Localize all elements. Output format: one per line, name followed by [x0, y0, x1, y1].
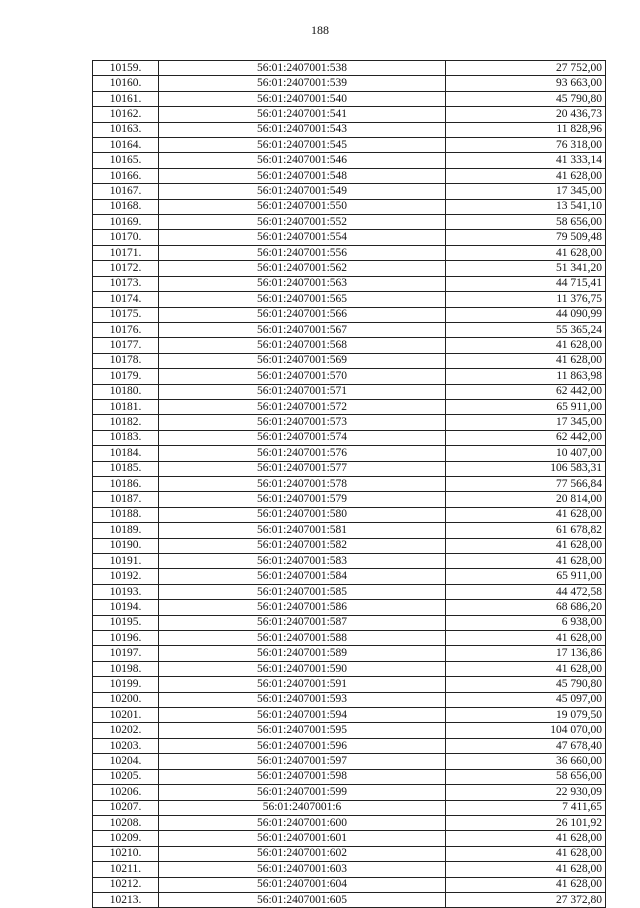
row-number-cell: 10188. — [93, 507, 159, 522]
cadastral-number-cell: 56:01:2407001:571 — [159, 384, 446, 399]
cadastral-number-cell: 56:01:2407001:550 — [159, 199, 446, 214]
table-row — [93, 723, 606, 738]
table-row — [93, 61, 606, 76]
cadastral-value-cell: 26 101,92 — [446, 815, 606, 830]
row-number-cell: 10210. — [93, 846, 159, 861]
row-number-cell: 10198. — [93, 661, 159, 676]
cadastral-number-cell: 56:01:2407001:552 — [159, 215, 446, 230]
cadastral-value-cell: 19 079,50 — [446, 708, 606, 723]
cadastral-value-cell: 41 628,00 — [446, 846, 606, 861]
cadastral-value-cell: 58 656,00 — [446, 215, 606, 230]
cadastral-number-cell: 56:01:2407001:586 — [159, 600, 446, 615]
row-number-cell: 10197. — [93, 646, 159, 661]
cadastral-number-cell: 56:01:2407001:565 — [159, 292, 446, 307]
row-number-cell: 10175. — [93, 307, 159, 322]
cadastral-number-cell: 56:01:2407001:579 — [159, 492, 446, 507]
cadastral-number-cell: 56:01:2407001:578 — [159, 476, 446, 491]
table-row — [93, 492, 606, 507]
cadastral-number-cell: 56:01:2407001:603 — [159, 862, 446, 877]
cadastral-value-table — [92, 60, 606, 908]
cadastral-value-cell: 45 097,00 — [446, 692, 606, 707]
cadastral-number-cell: 56:01:2407001:569 — [159, 353, 446, 368]
table-row — [93, 846, 606, 861]
cadastral-value-cell: 93 663,00 — [446, 76, 606, 91]
cadastral-number-cell: 56:01:2407001:598 — [159, 769, 446, 784]
table-row — [93, 877, 606, 892]
table-row — [93, 800, 606, 815]
row-number-cell: 10170. — [93, 230, 159, 245]
table-row — [93, 523, 606, 538]
row-number-cell: 10169. — [93, 215, 159, 230]
cadastral-value-cell: 11 828,96 — [446, 122, 606, 137]
row-number-cell: 10193. — [93, 584, 159, 599]
table-row — [93, 785, 606, 800]
cadastral-number-cell: 56:01:2407001:597 — [159, 754, 446, 769]
table-row — [93, 538, 606, 553]
cadastral-value-cell: 58 656,00 — [446, 769, 606, 784]
cadastral-number-cell: 56:01:2407001:568 — [159, 338, 446, 353]
row-number-cell: 10176. — [93, 322, 159, 337]
cadastral-value-cell: 62 442,00 — [446, 384, 606, 399]
table-row — [93, 276, 606, 291]
cadastral-value-cell: 76 318,00 — [446, 138, 606, 153]
cadastral-value-cell: 6 938,00 — [446, 615, 606, 630]
cadastral-value-cell: 44 090,99 — [446, 307, 606, 322]
row-number-cell: 10192. — [93, 569, 159, 584]
cadastral-value-cell: 51 341,20 — [446, 261, 606, 276]
cadastral-value-cell: 61 678,82 — [446, 523, 606, 538]
cadastral-value-cell: 41 333,14 — [446, 153, 606, 168]
cadastral-number-cell: 56:01:2407001:543 — [159, 122, 446, 137]
cadastral-number-cell: 56:01:2407001:593 — [159, 692, 446, 707]
table-row — [93, 862, 606, 877]
cadastral-number-cell: 56:01:2407001:541 — [159, 107, 446, 122]
row-number-cell: 10172. — [93, 261, 159, 276]
table-row — [93, 815, 606, 830]
table-row — [93, 245, 606, 260]
cadastral-number-cell: 56:01:2407001:595 — [159, 723, 446, 738]
cadastral-number-cell: 56:01:2407001:573 — [159, 415, 446, 430]
row-number-cell: 10201. — [93, 708, 159, 723]
row-number-cell: 10161. — [93, 91, 159, 106]
cadastral-value-cell: 77 566,84 — [446, 476, 606, 491]
cadastral-number-cell: 56:01:2407001:580 — [159, 507, 446, 522]
table-row — [93, 184, 606, 199]
table-row — [93, 322, 606, 337]
row-number-cell: 10168. — [93, 199, 159, 214]
row-number-cell: 10164. — [93, 138, 159, 153]
page-number: 188 — [311, 23, 329, 37]
table-body — [93, 61, 606, 908]
cadastral-value-cell: 41 628,00 — [446, 631, 606, 646]
table-row — [93, 215, 606, 230]
row-number-cell: 10171. — [93, 245, 159, 260]
row-number-cell: 10213. — [93, 892, 159, 907]
table-row — [93, 569, 606, 584]
cadastral-number-cell: 56:01:2407001:570 — [159, 369, 446, 384]
row-number-cell: 10203. — [93, 738, 159, 753]
cadastral-value-cell: 17 136,86 — [446, 646, 606, 661]
table-row — [93, 584, 606, 599]
row-number-cell: 10185. — [93, 461, 159, 476]
cadastral-value-cell: 22 930,09 — [446, 785, 606, 800]
cadastral-value-cell: 41 628,00 — [446, 168, 606, 183]
cadastral-number-cell: 56:01:2407001:574 — [159, 430, 446, 445]
cadastral-number-cell: 56:01:2407001:599 — [159, 785, 446, 800]
row-number-cell: 10178. — [93, 353, 159, 368]
cadastral-value-cell: 79 509,48 — [446, 230, 606, 245]
row-number-cell: 10196. — [93, 631, 159, 646]
row-number-cell: 10211. — [93, 862, 159, 877]
cadastral-value-cell: 41 628,00 — [446, 353, 606, 368]
cadastral-number-cell: 56:01:2407001:582 — [159, 538, 446, 553]
row-number-cell: 10199. — [93, 677, 159, 692]
table-row — [93, 476, 606, 491]
row-number-cell: 10180. — [93, 384, 159, 399]
table-row — [93, 631, 606, 646]
cadastral-value-cell: 44 472,58 — [446, 584, 606, 599]
cadastral-value-cell: 11 863,98 — [446, 369, 606, 384]
cadastral-value-cell: 41 628,00 — [446, 554, 606, 569]
table-row — [93, 307, 606, 322]
cadastral-value-cell: 20 814,00 — [446, 492, 606, 507]
cadastral-value-cell: 65 911,00 — [446, 399, 606, 414]
table-row — [93, 430, 606, 445]
row-number-cell: 10200. — [93, 692, 159, 707]
cadastral-value-cell: 36 660,00 — [446, 754, 606, 769]
cadastral-number-cell: 56:01:2407001:602 — [159, 846, 446, 861]
table-row — [93, 708, 606, 723]
cadastral-number-cell: 56:01:2407001:588 — [159, 631, 446, 646]
cadastral-value-cell: 41 628,00 — [446, 245, 606, 260]
cadastral-value-cell: 41 628,00 — [446, 338, 606, 353]
row-number-cell: 10167. — [93, 184, 159, 199]
row-number-cell: 10187. — [93, 492, 159, 507]
cadastral-value-cell: 104 070,00 — [446, 723, 606, 738]
table-row — [93, 153, 606, 168]
table-row — [93, 831, 606, 846]
table-row — [93, 446, 606, 461]
cadastral-number-cell: 56:01:2407001:546 — [159, 153, 446, 168]
row-number-cell: 10207. — [93, 800, 159, 815]
table-row — [93, 399, 606, 414]
cadastral-number-cell: 56:01:2407001:589 — [159, 646, 446, 661]
row-number-cell: 10208. — [93, 815, 159, 830]
table-row — [93, 461, 606, 476]
row-number-cell: 10190. — [93, 538, 159, 553]
cadastral-number-cell: 56:01:2407001:6 — [159, 800, 446, 815]
row-number-cell: 10160. — [93, 76, 159, 91]
row-number-cell: 10166. — [93, 168, 159, 183]
row-number-cell: 10194. — [93, 600, 159, 615]
cadastral-number-cell: 56:01:2407001:576 — [159, 446, 446, 461]
row-number-cell: 10181. — [93, 399, 159, 414]
cadastral-value-cell: 41 628,00 — [446, 661, 606, 676]
cadastral-value-cell: 41 628,00 — [446, 507, 606, 522]
table-row — [93, 199, 606, 214]
cadastral-value-cell: 11 376,75 — [446, 292, 606, 307]
cadastral-number-cell: 56:01:2407001:584 — [159, 569, 446, 584]
table-row — [93, 107, 606, 122]
table-row — [93, 754, 606, 769]
table-row — [93, 415, 606, 430]
cadastral-value-cell: 47 678,40 — [446, 738, 606, 753]
cadastral-number-cell: 56:01:2407001:540 — [159, 91, 446, 106]
cadastral-value-cell: 62 442,00 — [446, 430, 606, 445]
cadastral-number-cell: 56:01:2407001:567 — [159, 322, 446, 337]
cadastral-value-cell: 41 628,00 — [446, 877, 606, 892]
table-row — [93, 230, 606, 245]
cadastral-value-cell: 27 752,00 — [446, 61, 606, 76]
row-number-cell: 10165. — [93, 153, 159, 168]
table-row — [93, 661, 606, 676]
cadastral-value-cell: 13 541,10 — [446, 199, 606, 214]
cadastral-number-cell: 56:01:2407001:572 — [159, 399, 446, 414]
cadastral-value-cell: 20 436,73 — [446, 107, 606, 122]
table-row — [93, 615, 606, 630]
table-row — [93, 91, 606, 106]
cadastral-value-cell: 41 628,00 — [446, 538, 606, 553]
cadastral-value-cell: 27 372,80 — [446, 892, 606, 907]
row-number-cell: 10204. — [93, 754, 159, 769]
cadastral-number-cell: 56:01:2407001:591 — [159, 677, 446, 692]
cadastral-number-cell: 56:01:2407001:590 — [159, 661, 446, 676]
table-row — [93, 738, 606, 753]
row-number-cell: 10182. — [93, 415, 159, 430]
cadastral-value-cell: 68 686,20 — [446, 600, 606, 615]
row-number-cell: 10212. — [93, 877, 159, 892]
cadastral-number-cell: 56:01:2407001:605 — [159, 892, 446, 907]
cadastral-number-cell: 56:01:2407001:596 — [159, 738, 446, 753]
cadastral-number-cell: 56:01:2407001:604 — [159, 877, 446, 892]
cadastral-number-cell: 56:01:2407001:538 — [159, 61, 446, 76]
cadastral-value-cell: 65 911,00 — [446, 569, 606, 584]
table-row — [93, 554, 606, 569]
cadastral-number-cell: 56:01:2407001:562 — [159, 261, 446, 276]
row-number-cell: 10163. — [93, 122, 159, 137]
cadastral-number-cell: 56:01:2407001:548 — [159, 168, 446, 183]
table-row — [93, 369, 606, 384]
row-number-cell: 10189. — [93, 523, 159, 538]
table-row — [93, 261, 606, 276]
row-number-cell: 10159. — [93, 61, 159, 76]
cadastral-number-cell: 56:01:2407001:587 — [159, 615, 446, 630]
cadastral-number-cell: 56:01:2407001:554 — [159, 230, 446, 245]
table-row — [93, 769, 606, 784]
cadastral-value-cell: 41 628,00 — [446, 862, 606, 877]
row-number-cell: 10177. — [93, 338, 159, 353]
row-number-cell: 10173. — [93, 276, 159, 291]
cadastral-number-cell: 56:01:2407001:556 — [159, 245, 446, 260]
cadastral-value-cell: 10 407,00 — [446, 446, 606, 461]
table-row — [93, 507, 606, 522]
table-row — [93, 892, 606, 907]
cadastral-value-cell: 7 411,65 — [446, 800, 606, 815]
row-number-cell: 10174. — [93, 292, 159, 307]
cadastral-number-cell: 56:01:2407001:563 — [159, 276, 446, 291]
cadastral-value-cell: 44 715,41 — [446, 276, 606, 291]
row-number-cell: 10162. — [93, 107, 159, 122]
cadastral-value-cell: 17 345,00 — [446, 415, 606, 430]
table-row — [93, 692, 606, 707]
row-number-cell: 10195. — [93, 615, 159, 630]
cadastral-value-cell: 45 790,80 — [446, 91, 606, 106]
cadastral-value-cell: 55 365,24 — [446, 322, 606, 337]
row-number-cell: 10206. — [93, 785, 159, 800]
row-number-cell: 10184. — [93, 446, 159, 461]
table-row — [93, 122, 606, 137]
table-row — [93, 677, 606, 692]
cadastral-number-cell: 56:01:2407001:600 — [159, 815, 446, 830]
table-row — [93, 646, 606, 661]
row-number-cell: 10202. — [93, 723, 159, 738]
cadastral-value-cell: 17 345,00 — [446, 184, 606, 199]
cadastral-number-cell: 56:01:2407001:601 — [159, 831, 446, 846]
cadastral-number-cell: 56:01:2407001:581 — [159, 523, 446, 538]
row-number-cell: 10205. — [93, 769, 159, 784]
row-number-cell: 10209. — [93, 831, 159, 846]
table-row — [93, 292, 606, 307]
table-row — [93, 338, 606, 353]
row-number-cell: 10179. — [93, 369, 159, 384]
cadastral-number-cell: 56:01:2407001:549 — [159, 184, 446, 199]
row-number-cell: 10186. — [93, 476, 159, 491]
cadastral-number-cell: 56:01:2407001:545 — [159, 138, 446, 153]
row-number-cell: 10191. — [93, 554, 159, 569]
cadastral-value-cell: 45 790,80 — [446, 677, 606, 692]
row-number-cell: 10183. — [93, 430, 159, 445]
cadastral-number-cell: 56:01:2407001:577 — [159, 461, 446, 476]
cadastral-number-cell: 56:01:2407001:583 — [159, 554, 446, 569]
cadastral-number-cell: 56:01:2407001:539 — [159, 76, 446, 91]
cadastral-number-cell: 56:01:2407001:566 — [159, 307, 446, 322]
table-row — [93, 168, 606, 183]
cadastral-number-cell: 56:01:2407001:594 — [159, 708, 446, 723]
table-row — [93, 76, 606, 91]
table-row — [93, 138, 606, 153]
table-row — [93, 353, 606, 368]
table-row — [93, 600, 606, 615]
table-row — [93, 384, 606, 399]
cadastral-number-cell: 56:01:2407001:585 — [159, 584, 446, 599]
cadastral-value-cell: 41 628,00 — [446, 831, 606, 846]
cadastral-value-cell: 106 583,31 — [446, 461, 606, 476]
